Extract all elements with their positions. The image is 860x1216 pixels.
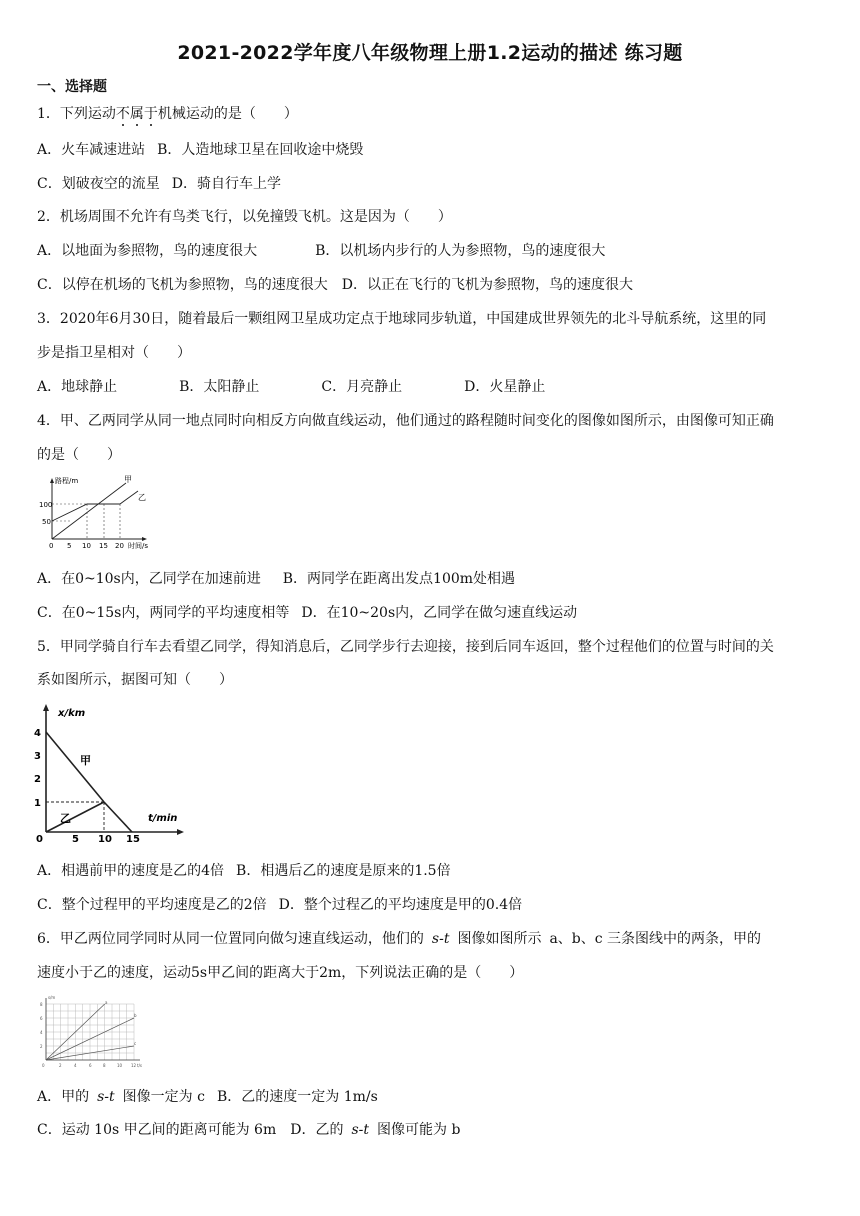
question-4-options-row-1	[37, 568, 515, 588]
q6-option-a-var: s-t	[97, 1089, 115, 1105]
q6-option-b: B．乙的速度一定为 1m/s	[216, 1089, 378, 1105]
q4-label-jia: 甲	[124, 475, 132, 484]
q1-option-d: D．骑自行车上学	[171, 176, 281, 192]
question-3-stem-line-1: 3．2020年6月30日，随着最后一颗组网卫星成功定点于地球同步轨道，中国建成世界领先的北斗导航系统，这里的同	[37, 311, 767, 327]
q5-y-label: x/km	[58, 708, 86, 719]
q5-ytick-3: 3	[34, 751, 41, 762]
q1-emphasis-text	[116, 106, 158, 122]
question-4-options-row-2	[37, 602, 577, 622]
question-6-options-row-2	[37, 1119, 460, 1139]
q6-option-c: C．运动 10s 甲乙间的距离可能为 6m	[37, 1122, 277, 1138]
q4-figure	[38, 473, 158, 553]
q5-x-arrow	[177, 829, 184, 835]
q2-option-d: D．以正在飞行的飞机为参照物，鸟的速度很大	[341, 277, 633, 293]
q4-y-arrow	[50, 478, 54, 483]
question-2-options-row-2	[37, 274, 633, 294]
q6-y-label: s/m	[48, 995, 56, 1000]
q4-ytick-50: 50	[42, 518, 51, 526]
question-3-stem-line-2: 步是指卫星相对（ ）	[37, 345, 191, 361]
q6-xtick-2: 2	[59, 1063, 62, 1068]
q5-line-together	[104, 802, 132, 832]
question-5-stem-line-1: 5．甲同学骑自行车去看望乙同学，得知消息后，乙同学步行去迎接，接到后同车返回，整个过程他们的位置与时间的关	[37, 639, 774, 655]
q6-grid	[46, 1004, 137, 1060]
q5-option-d: D．整个过程乙的平均速度是甲的0.4倍	[278, 897, 523, 913]
q6-option-d-var: s-t	[351, 1122, 370, 1138]
question-6-stem-line-1	[37, 928, 761, 948]
q6-ytick-6: 6	[40, 1016, 43, 1021]
q6-option-a-part: A．甲的	[37, 1089, 90, 1105]
q4-option-c: C．在0~15s内，两同学的平均速度相等	[37, 605, 290, 621]
q3-option-b: B．太阳静止	[179, 379, 260, 395]
q5-label-yi: 乙	[60, 812, 71, 825]
question-5-options-row-1	[37, 860, 451, 880]
question-6-stem-line-2: 速度小于乙的速度，运动5s甲乙间的距离大于2m，下列说法正确的是（ ）	[37, 965, 524, 981]
q5-ytick-1: 1	[34, 798, 41, 809]
q1-option-c: C．划破夜空的流星	[37, 176, 160, 192]
q4-option-d: D．在10~20s内，乙同学在做匀速直线运动	[301, 605, 578, 621]
q5-option-b: B．相遇后乙的速度是原来的1.5倍	[236, 863, 451, 879]
q6-option-d-part: 图像可能为 b	[377, 1122, 461, 1138]
question-2-options-row-1	[37, 240, 605, 260]
question-1-options-row-2	[37, 173, 281, 193]
q6-ytick-8: 8	[40, 1002, 43, 1007]
section-heading: 一、选择题	[37, 79, 107, 95]
q6-ytick-2: 2	[40, 1044, 43, 1049]
q4-xtick-5: 5	[67, 542, 72, 550]
q4-ytick-100: 100	[39, 501, 53, 509]
question-1-options-row-1	[37, 139, 363, 159]
q6-label-b: b	[134, 1013, 137, 1018]
question-4-stem-line-1: 4．甲、乙两同学从同一地点同时向相反方向做直线运动，他们通过的路程随时间变化的图像如图所示，由图像可知正确	[37, 413, 774, 429]
question-5-stem-line-2: 系如图所示，据图可知（ ）	[37, 672, 233, 688]
emphasis-char: 于	[143, 106, 158, 122]
question-1-stem	[37, 103, 298, 123]
q3-option-a: A．地球静止	[37, 379, 118, 395]
q4-xtick-20: 20	[115, 542, 124, 550]
q6-xtick-12: 12	[131, 1063, 137, 1068]
q5-ytick-2: 2	[34, 774, 41, 785]
q4-x-label: 时间/s	[128, 542, 149, 550]
q5-line-yi	[46, 802, 104, 832]
q5-line-jia	[46, 732, 104, 802]
q6-option-a-part: 图像一定为 c	[122, 1089, 205, 1105]
q6-stem-part: 6．甲乙两位同学同时从同一位置同向做匀速直线运动，他们的	[37, 931, 424, 947]
emphasis-char: 不	[115, 106, 130, 122]
q6-xtick-10: 10	[117, 1063, 123, 1068]
q2-option-b: B．以机场内步行的人为参照物，鸟的速度很大	[315, 243, 606, 259]
q5-xtick-0: 0	[36, 834, 43, 844]
q5-ytick-4: 4	[34, 728, 41, 739]
q5-figure	[30, 702, 190, 844]
q1-stem-part: 机械运动的是（ ）	[157, 106, 298, 122]
question-5-options-row-2	[37, 894, 522, 914]
q4-xtick-15: 15	[99, 542, 108, 550]
q6-figure	[34, 994, 146, 1070]
q4-xtick-0: 0	[49, 542, 54, 550]
q5-option-a: A．相遇前甲的速度是乙的4倍	[37, 863, 225, 879]
q5-xtick-10: 10	[98, 834, 112, 844]
q4-y-label: 路程/m	[55, 477, 79, 485]
q6-option-d-part: D．乙的	[290, 1122, 344, 1138]
q6-stem-part: a、b、c 三条图线中的两条，甲的	[549, 931, 762, 947]
q5-xtick-15: 15	[126, 834, 140, 844]
q6-ytick-4: 4	[40, 1030, 43, 1035]
q5-option-c: C．整个过程甲的平均速度是乙的2倍	[37, 897, 267, 913]
q1-option-a: A．火车减速进站	[37, 142, 146, 158]
q6-xtick-8: 8	[103, 1063, 106, 1068]
q6-xtick-0: 0	[42, 1063, 45, 1068]
q5-y-arrow	[43, 704, 49, 711]
q6-stem-var: s-t	[431, 931, 450, 947]
q2-option-a: A．以地面为参照物，鸟的速度很大	[37, 243, 258, 259]
q4-xtick-10: 10	[82, 542, 91, 550]
question-6-options-row-1	[37, 1086, 378, 1106]
q5-xtick-5: 5	[72, 834, 79, 844]
question-3-options	[37, 376, 545, 396]
q1-stem-part: 1．下列运动	[37, 106, 116, 122]
question-2-stem: 2．机场周围不允许有鸟类飞行，以免撞毁飞机。这是因为（ ）	[37, 209, 452, 225]
q6-label-a: a	[105, 1000, 108, 1005]
q6-xtick-4: 4	[74, 1063, 77, 1068]
q6-xtick-6: 6	[89, 1063, 92, 1068]
q5-x-label: t/min	[148, 813, 178, 824]
q6-x-label: t/s	[137, 1063, 142, 1068]
q4-option-b: B．两同学在距离出发点100m处相遇	[282, 571, 516, 587]
page-title: 2021-2022学年度八年级物理上册1.2运动的描述 练习题	[177, 42, 683, 64]
q6-label-c: c	[134, 1041, 137, 1046]
q4-line-jia	[52, 483, 126, 539]
q3-option-c: C．月亮静止	[321, 379, 403, 395]
q3-option-d: D．火星静止	[464, 379, 546, 395]
q4-x-arrow	[142, 537, 147, 541]
emphasis-char: 属	[129, 106, 144, 122]
q1-option-b: B．人造地球卫星在回收途中烧毁	[157, 142, 364, 158]
q2-option-c: C．以停在机场的飞机为参照物，鸟的速度很大	[37, 277, 328, 293]
question-4-stem-line-2: 的是（ ）	[37, 447, 121, 463]
q4-label-yi: 乙	[138, 493, 146, 502]
q5-label-jia: 甲	[80, 754, 91, 767]
q6-stem-part: 图像如图所示	[457, 931, 542, 947]
q4-option-a: A．在0~10s内，乙同学在加速前进	[37, 571, 261, 587]
